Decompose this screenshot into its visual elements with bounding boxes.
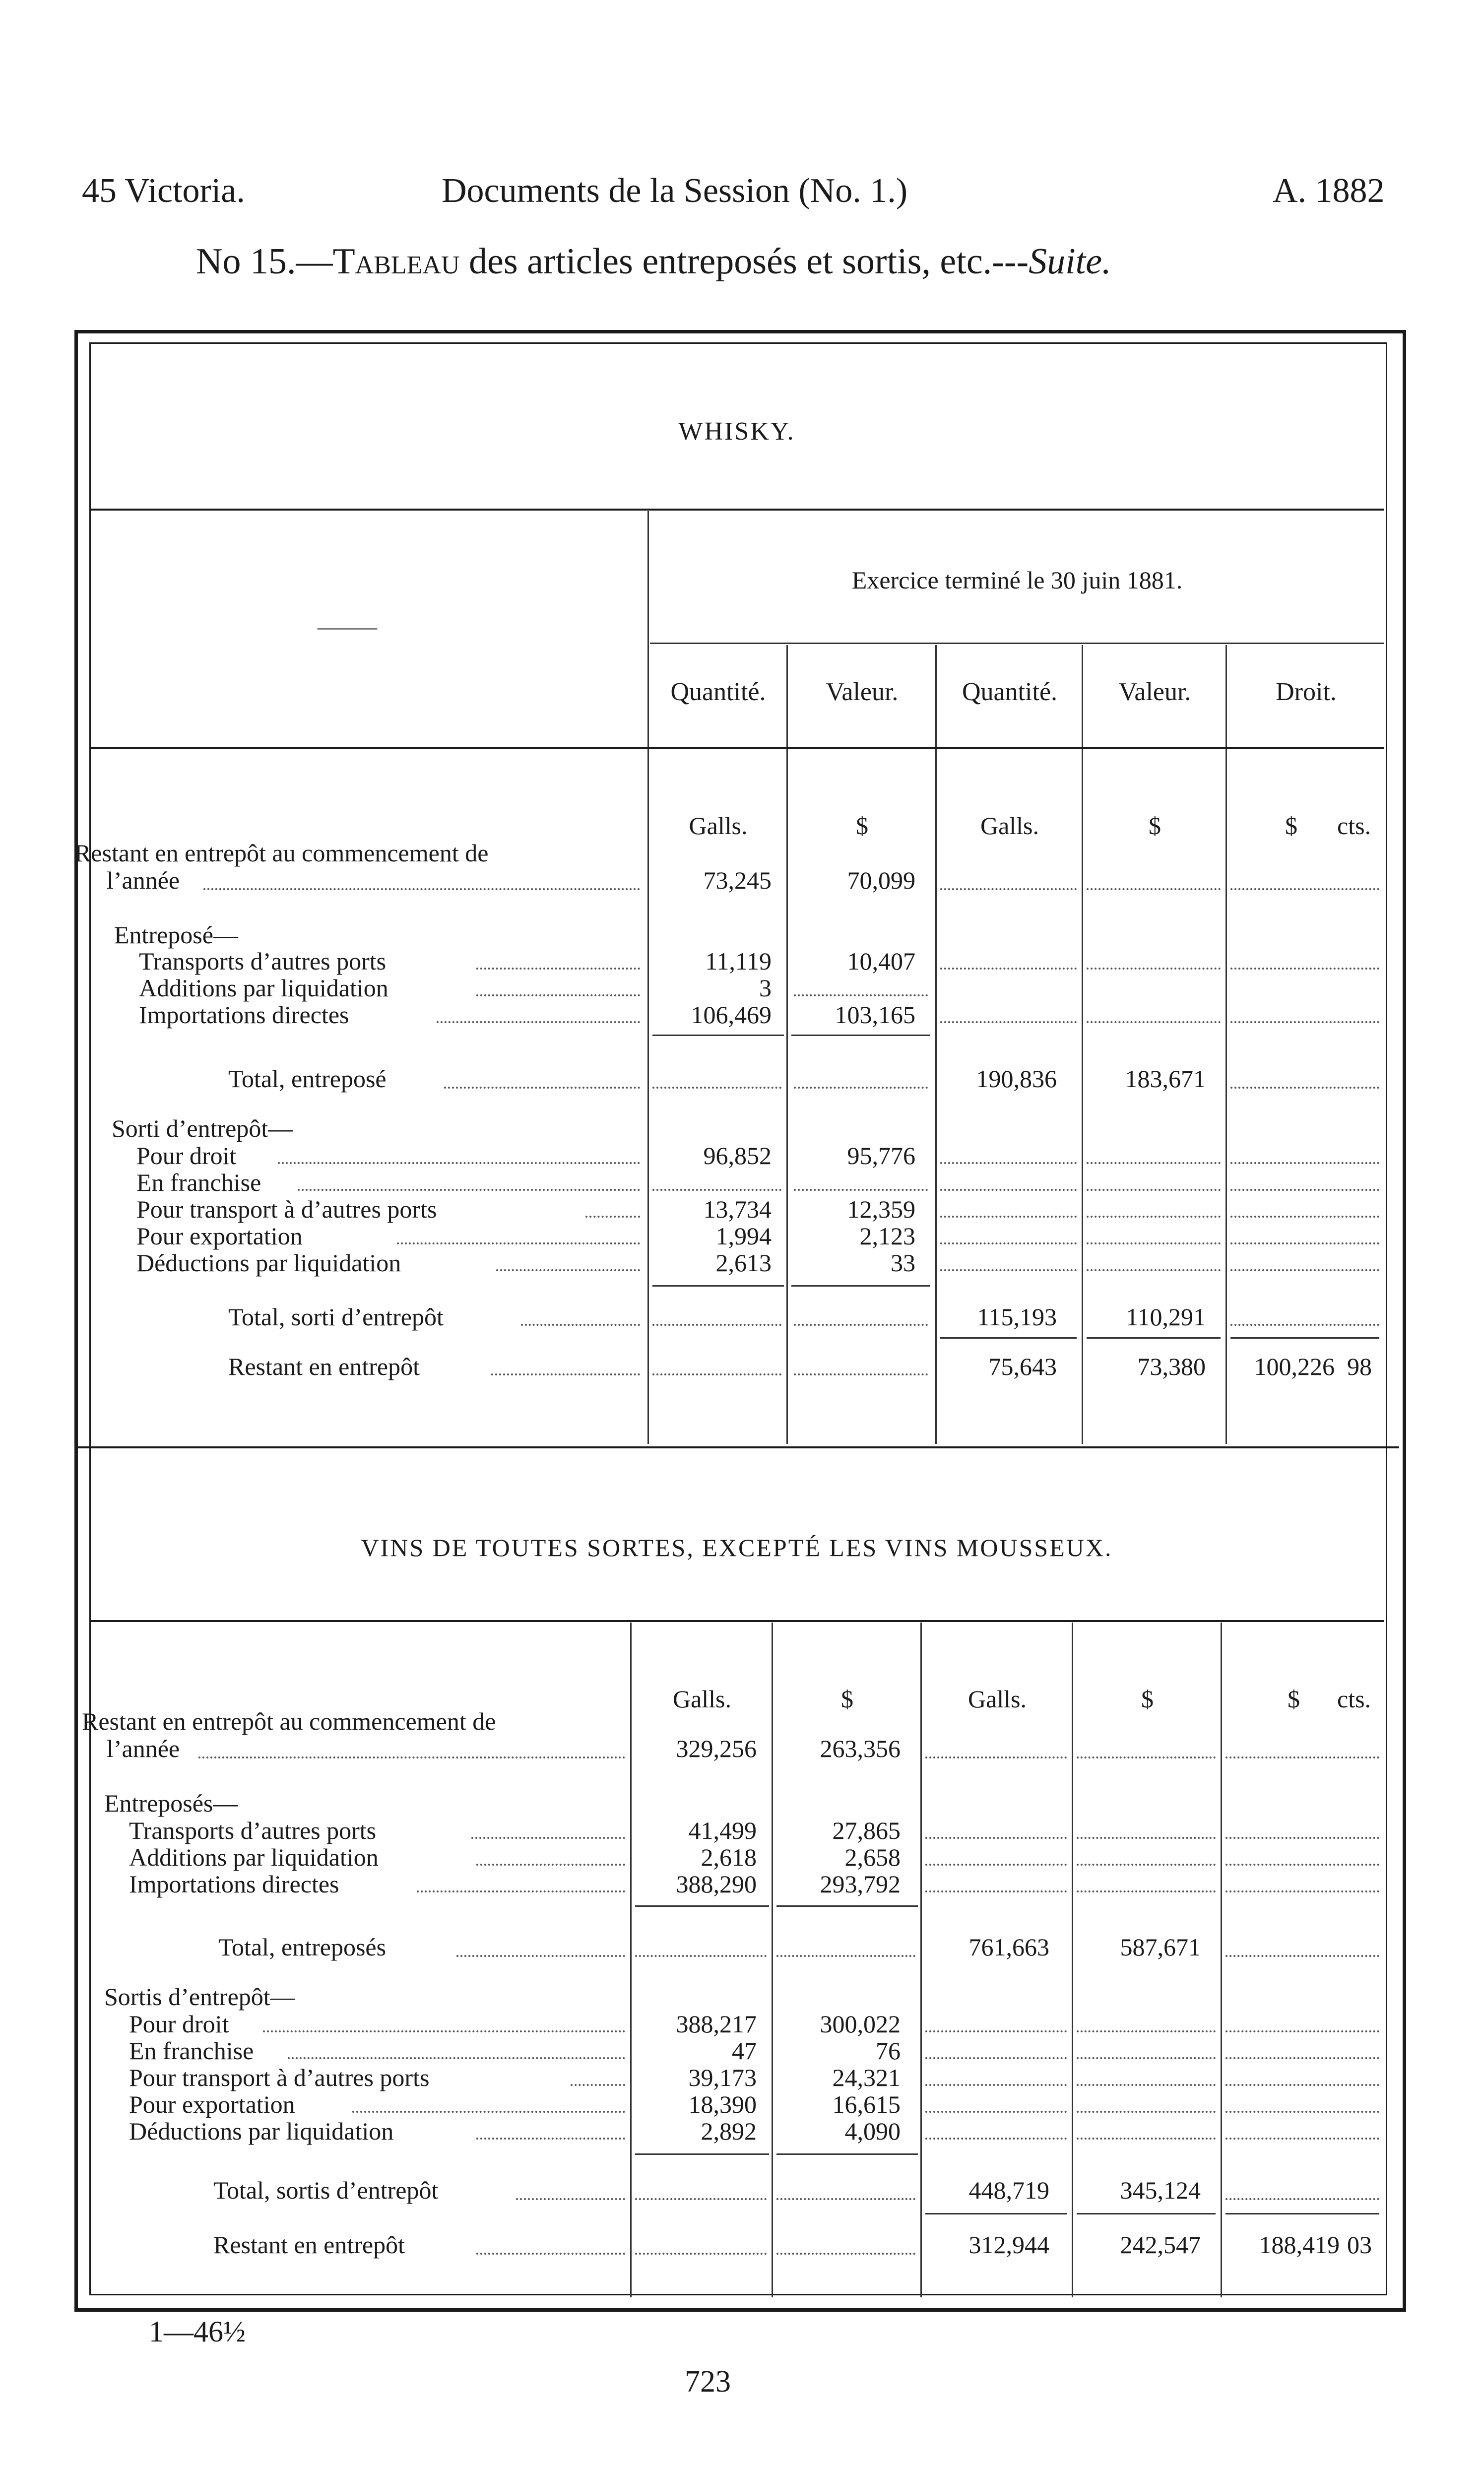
vins-sorti-row-q: 388,217 [676,2010,757,2038]
title-lead: Tableau [332,241,460,282]
whisky-unit-dollar-3: $ [1285,812,1297,840]
vins-sorti-row-label: Pour transport à d’autres ports [129,2064,430,2091]
vins-total-sorti-v: 345,124 [1120,2176,1201,2204]
whisky-sorti-row-label: Déductions par liquidation [136,1249,401,1277]
whisky-sorti-row-v: 95,776 [847,1142,915,1170]
whisky-unit-galls-2: Galls. [980,812,1039,840]
whisky-restant-cts: 98 [1347,1353,1372,1380]
whisky-entrepose-row-label: Additions par liquidation [139,974,388,1002]
vins-sorti-row-q: 47 [732,2037,757,2065]
whisky-sorti-row-q: 96,852 [703,1142,772,1170]
vins-sorti-row-label: Pour exportation [129,2090,295,2118]
whisky-unit-cts: cts. [1337,812,1371,840]
whisky-section-bottom-rule [74,1446,1399,1448]
vins-total-entrepose-v: 587,671 [1120,1933,1201,1961]
whisky-entrepose-row-v: 103,165 [835,1001,915,1029]
vins-unit-galls-1: Galls. [672,1685,732,1713]
whisky-title-rule [89,509,1384,511]
vins-total-sorti-label: Total, sortis d’entrepôt [213,2176,439,2204]
vins-entrepose-row-q: 388,290 [676,1870,757,1898]
whisky-sorti-row-v: 12,359 [847,1195,915,1223]
vins-sorti-row-label: Pour droit [129,2010,229,2038]
vins-entrepose-head: Entreposés— [104,1789,238,1817]
whisky-section-title: WHISKY. [678,417,795,446]
whisky-entrepose-row-label: Importations directes [139,1001,349,1029]
whisky-col-divider-2 [935,645,937,1444]
whisky-col-valeur-2: Valeur. [1118,678,1191,706]
whisky-header-rule [89,747,1384,749]
vins-unit-galls-2: Galls. [968,1685,1027,1713]
vins-unit-dollar-1: $ [841,1685,853,1713]
vins-label-divider [630,1623,632,2297]
vins-entrepose-row-q: 41,499 [688,1817,757,1844]
vins-sorti-row-q: 18,390 [688,2090,757,2118]
vins-col-divider-4 [1221,1623,1222,2297]
whisky-col-valeur-1: Valeur. [826,678,899,706]
whisky-col-droit: Droit. [1276,678,1337,706]
vins-total-entrepose-label: Total, entreposés [218,1933,387,1961]
title-suite: Suite. [1029,241,1111,282]
whisky-sorti-row-v: 2,123 [859,1222,915,1250]
vins-total-entrepose-q: 761,663 [968,1933,1049,1961]
vins-restant-v: 242,547 [1120,2231,1201,2259]
whisky-restant-droit: 100,226 [1254,1353,1335,1380]
page-title [196,241,1111,283]
vins-restant-cts: 03 [1347,2231,1372,2259]
whisky-restant-label: Restant en entrepôt [228,1353,420,1380]
vins-sorti-row-label: Déductions par liquidation [129,2117,394,2145]
whisky-restant-q: 75,643 [988,1353,1057,1380]
whisky-entrepose-row-q: 11,119 [705,947,772,975]
vins-section-title: VINS DE TOUTES SORTES, EXCEPTÉ LES VINS MOUSSEUX. [361,1534,1113,1561]
whisky-restant-debut-label-1: Restant en entrepôt au commencement de [74,839,489,867]
vins-sorti-row-v: 76 [876,2037,901,2065]
whisky-restant-debut-v: 70,099 [847,866,915,894]
vins-restant-droit: 188,419 [1259,2231,1340,2259]
whisky-sorti-row-q: 1,994 [715,1222,772,1250]
title-rest: des articles entreposés et sortis, etc.--- [459,241,1029,282]
page-number: 723 [685,2365,731,2399]
vins-sorti-head: Sortis d’entrepôt— [104,1983,295,2011]
signature-mark: 1—46½ [149,2315,246,2348]
vins-col-divider-2 [920,1623,922,2297]
whisky-sorti-row-v: 33 [891,1249,915,1277]
whisky-sorti-row-label: Pour transport à d’autres ports [136,1195,437,1223]
vins-sorti-row-v: 4,090 [844,2117,901,2145]
whisky-col-divider-4 [1226,645,1227,1444]
whisky-col-quantite-1: Quantité. [670,678,766,706]
vins-restant-debut-v: 263,356 [820,1735,901,1762]
vins-entrepose-row-q: 2,618 [701,1843,757,1871]
vins-sorti-row-q: 2,892 [701,2117,757,2145]
vins-sorti-row-label: En franchise [129,2037,254,2065]
vins-restant-debut-q: 329,256 [676,1735,757,1762]
whisky-sorti-row-label: Pour exportation [136,1222,303,1250]
vins-entrepose-row-v: 293,792 [820,1870,901,1898]
whisky-sorti-row-q: 2,613 [715,1249,772,1277]
vins-unit-dollar-2: $ [1141,1685,1154,1713]
whisky-restant-v: 73,380 [1137,1353,1206,1380]
vins-restant-debut-label-2: l’année [107,1735,180,1762]
vins-entrepose-row-v: 2,658 [844,1843,901,1871]
vins-title-rule [89,1620,1384,1622]
whisky-entrepose-row-q: 3 [759,974,772,1002]
whisky-entrepose-row-label: Transports d’autres ports [139,947,387,975]
whisky-entrepose-row-q: 106,469 [691,1001,772,1029]
whisky-unit-dollar-2: $ [1149,812,1161,840]
vins-sorti-row-v: 24,321 [832,2064,901,2091]
vins-entrepose-row-v: 27,865 [832,1817,901,1844]
whisky-total-sorti-label: Total, sorti d’entrepôt [228,1303,444,1331]
vins-restant-q: 312,944 [968,2231,1049,2259]
whisky-sorti-head: Sorti d’entrepôt— [112,1114,293,1142]
whisky-total-entrepose-label: Total, entreposé [228,1065,387,1093]
title-number: No 15.— [196,241,333,282]
whisky-restant-debut-label-2: l’année [107,866,180,894]
whisky-period: Exercice terminé le 30 juin 1881. [851,566,1183,594]
whisky-col-quantite-2: Quantité. [962,678,1058,706]
whisky-label-divider [647,511,649,1444]
vins-entrepose-row-label: Importations directes [129,1870,339,1898]
vins-entrepose-row-label: Transports d’autres ports [129,1817,377,1844]
whisky-sorti-row-q: 13,734 [703,1195,772,1223]
vins-restant-debut-label-1: Restant en entrepôt au commencement de [82,1707,496,1735]
whisky-period-rule [650,643,1384,644]
whisky-total-sorti-q: 115,193 [977,1303,1057,1331]
whisky-entrepose-head: Entreposé— [114,921,238,949]
whisky-sorti-row-label: En franchise [136,1169,261,1196]
whisky-blank-head: ——— [318,616,377,638]
vins-restant-label: Restant en entrepôt [213,2231,405,2259]
whisky-entrepose-row-v: 10,407 [847,947,915,975]
running-head-center: Documents de la Session (No. 1.) [442,172,908,210]
vins-col-divider-3 [1072,1623,1073,2297]
whisky-unit-galls-1: Galls. [689,812,748,840]
whisky-col-divider-1 [786,645,788,1444]
vins-entrepose-row-label: Additions par liquidation [129,1843,379,1871]
whisky-total-sorti-v: 110,291 [1126,1303,1206,1331]
whisky-total-entrepose-q: 190,836 [976,1065,1057,1093]
whisky-col-divider-3 [1082,645,1083,1444]
whisky-unit-dollar-1: $ [856,812,868,840]
vins-unit-cts: cts. [1337,1685,1371,1713]
vins-unit-dollar-3: $ [1288,1685,1300,1713]
vins-col-divider-1 [772,1623,773,2297]
running-head-right: A. 1882 [1273,172,1385,210]
vins-sorti-row-q: 39,173 [688,2064,757,2091]
vins-sorti-row-v: 16,615 [832,2090,901,2118]
whisky-restant-debut-q: 73,245 [703,866,772,894]
vins-sorti-row-v: 300,022 [820,2010,901,2038]
whisky-total-entrepose-v: 183,671 [1125,1065,1206,1093]
vins-total-sorti-q: 448,719 [968,2176,1049,2204]
running-head-left: 45 Victoria. [82,172,245,210]
whisky-sorti-row-label: Pour droit [136,1142,237,1170]
